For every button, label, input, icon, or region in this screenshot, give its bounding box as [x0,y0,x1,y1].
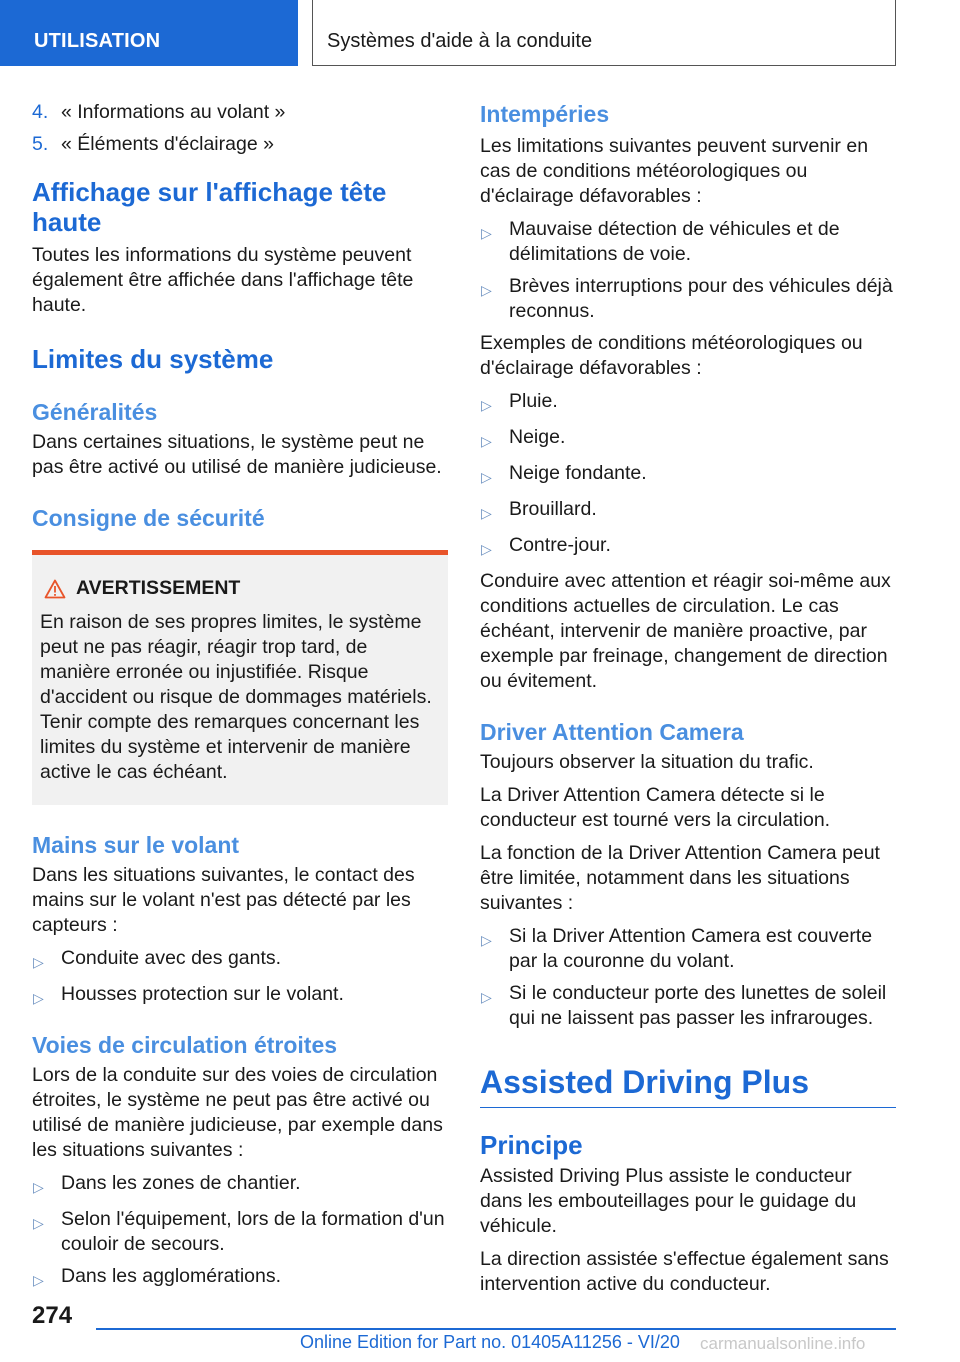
hud-heading: Affichage sur l'affichage tête haute [32,177,387,237]
list-item-text: Neige. [509,426,566,448]
list-item [480,497,896,526]
bullet-triangle-icon: ▷ [481,469,492,485]
list-item-text: Selon l'équipement, lors de la formation d'un couloir de secours. [61,1208,445,1255]
bullet-triangle-icon: ▷ [481,541,492,557]
chapter-tab [312,0,896,66]
footer-divider [96,1328,896,1330]
bullet-triangle-icon: ▷ [33,1215,44,1231]
item-text: « Informations au volant » [61,101,286,123]
safety-heading: Consigne de sécurité [32,505,265,531]
list-item-text: Dans les zones de chantier. [61,1172,301,1194]
list-item [32,1207,448,1257]
dac-paragraph: La fonction de la Driver Attention Camera peut être limitée, notamment dans les situations suivantes : [480,842,880,914]
item-number: 4. [32,101,49,123]
principe-heading: Principe [480,1130,583,1160]
numbered-item [32,132,448,157]
list-item-text: Neige fondante. [509,462,647,484]
section-tab [0,0,298,66]
list-item [480,981,896,1031]
dac-paragraph: La Driver Attention Camera détecte si le conducteur est tourné vers la circulation. [480,784,831,831]
general-paragraph: Dans certaines situations, le système peut ne pas être activé ou utilisé de manière judicieuse. [32,431,442,478]
list-item-text: Contre-jour. [509,534,611,556]
bullet-triangle-icon: ▷ [33,1272,44,1288]
bullet-triangle-icon: ▷ [481,932,492,948]
item-number: 5. [32,133,49,155]
weather-heading: Intempéries [480,101,610,127]
list-item [480,425,896,454]
list-item [480,533,896,562]
list-item [480,924,896,974]
examples-paragraph: Exemples de conditions météorologiques ou d'éclairage défavorables : [480,332,863,379]
weather-paragraph: Les limitations suivantes peuvent survenir en cas de conditions météorologiques ou d'éclairage défavorables : [480,135,869,207]
bullet-triangle-icon: ▷ [33,990,44,1006]
left-column [32,100,448,1300]
dac-paragraph: Toujours observer la situation du trafic. [480,751,814,773]
warning-text: En raison de ses propres limites, le système peut ne pas réagir, réagir trop tard, de manière erronée ou injustifiée. Risque d'accident ou risque de dommages matériels. Tenir compte des remarques concernant les limites du système et intervenir de manière active le cas échéant. [40,611,432,783]
warning-box [32,550,448,805]
list-item-text: Mauvaise détection de véhicules et de délimitations de voie. [509,218,840,265]
lanes-paragraph: Lors de la conduite sur des voies de circulation étroites, le système ne peut pas être activé ou utilisé de manière judicieuse, par exemple dans les situations suivantes : [32,1064,443,1161]
watermark: carmanualsonline.info [700,1334,866,1353]
hud-paragraph: Toutes les informations du système peuvent également être affichée dans l'affichage tête haute. [32,244,414,316]
limits-heading: Limites du système [32,344,274,374]
list-item [32,982,448,1011]
adp-heading: Assisted Driving Plus [480,1063,896,1108]
list-item [480,274,896,324]
bullet-triangle-icon: ▷ [481,397,492,413]
list-item [480,389,896,418]
list-item [32,946,448,975]
warning-label: AVERTISSEMENT [76,577,241,599]
bullet-triangle-icon: ▷ [481,505,492,521]
list-item-text: Brèves interruptions pour des véhicules déjà reconnus. [509,275,893,322]
warning-triangle-icon [44,579,66,599]
list-item-text: Pluie. [509,390,558,412]
warning-title [40,577,440,600]
bullet-triangle-icon: ▷ [481,225,492,241]
page-number: 274 [32,1302,73,1329]
lanes-heading: Voies de circulation étroites [32,1032,338,1058]
bullet-triangle-icon: ▷ [481,433,492,449]
list-item-text: Conduite avec des gants. [61,947,282,969]
list-item [32,1171,448,1200]
list-item-text: Si le conducteur porte des lunettes de soleil qui ne laissent pas passer les infrarouges. [509,982,887,1029]
dac-heading: Driver Attention Camera [480,719,744,745]
principe-paragraph: Assisted Driving Plus assiste le conducteur dans les embouteillages pour le guidage du véhicule. [480,1165,857,1237]
list-item-text: Si la Driver Attention Camera est couverte par la couronne du volant. [509,925,873,972]
list-item [480,461,896,490]
general-heading: Généralités [32,399,158,425]
list-item [32,1264,448,1293]
bullet-triangle-icon: ▷ [481,282,492,298]
list-item [480,217,896,267]
hands-paragraph: Dans les situations suivantes, le contact des mains sur le volant n'est pas détecté par les capteurs : [32,864,415,936]
bullet-triangle-icon: ▷ [33,1179,44,1195]
section-label: UTILISATION [34,30,161,52]
hands-heading: Mains sur le volant [32,832,240,858]
list-item-text: Brouillard. [509,498,597,520]
item-text: « Éléments d'éclairage » [61,133,274,155]
bullet-triangle-icon: ▷ [481,989,492,1005]
page-header [0,0,960,66]
principe-paragraph: La direction assistée s'effectue également sans intervention active du conducteur. [480,1248,889,1295]
chapter-label: Systèmes d'aide à la conduite [327,30,593,52]
list-item-text: Dans les agglomérations. [61,1265,282,1287]
drive-paragraph: Conduire avec attention et réagir soi-même aux conditions actuelles de circulation. Le cas échéant, intervenir de manière proactive, par exemple par freinage, changement de direction ou évitement. [480,570,891,692]
edition-text: Online Edition for Part no. 01405A11256 - VI/20 [300,1332,680,1352]
list-item-text: Housses protection sur le volant. [61,983,344,1005]
right-column [480,100,896,1297]
numbered-item [32,100,448,125]
bullet-triangle-icon: ▷ [33,954,44,970]
